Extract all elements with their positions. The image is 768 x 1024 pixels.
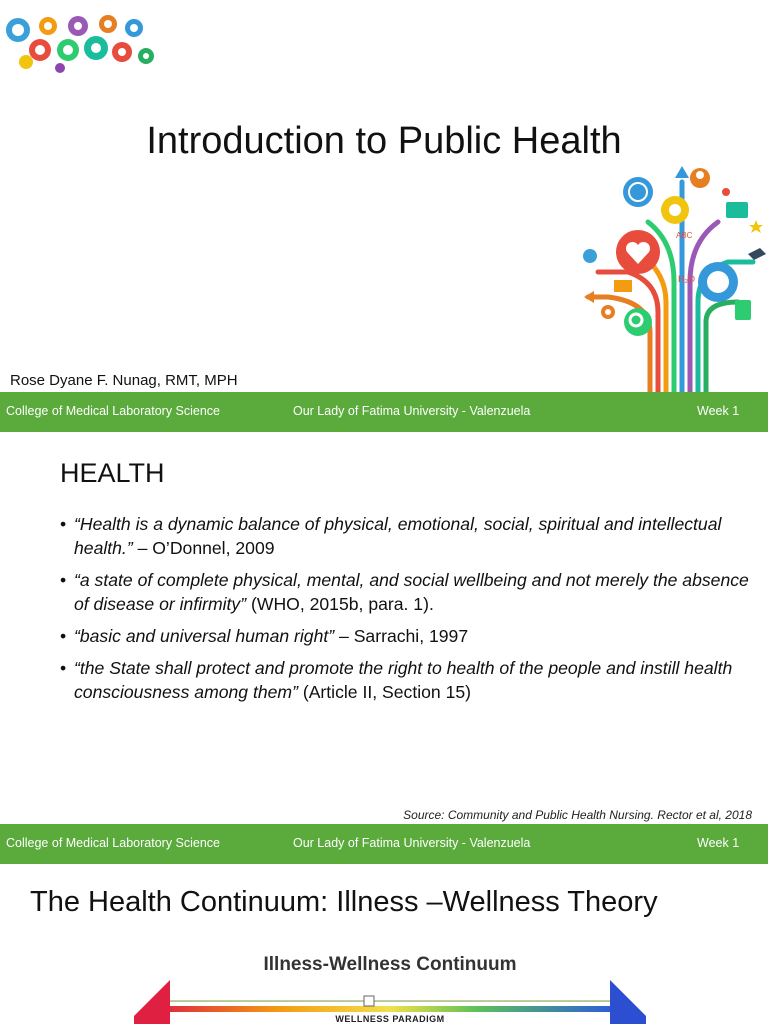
footer-week: Week 1 (697, 836, 740, 850)
footer-university: Our Lady of Fatima University - Valenzuela (293, 404, 531, 418)
slide-heading: HEALTH (60, 458, 165, 488)
slide-heading: The Health Continuum: Illness –Wellness Theory (30, 886, 658, 918)
bullet-citation: – O’Donnel, 2009 (132, 538, 275, 558)
bullet-item (60, 512, 750, 560)
atom-icon (583, 249, 597, 263)
bullet-quote: “Health is a dynamic balance of physical, emotional, social, spiritual and intellectual health.” (74, 514, 722, 558)
slide-2 (0, 432, 768, 864)
calculator-icon (735, 300, 751, 320)
slide-footer (0, 392, 768, 432)
bullet-item (60, 656, 750, 704)
bullet-citation: – Sarrachi, 1997 (334, 626, 469, 646)
globe-icon (623, 177, 653, 207)
source-note: Source: Community and Public Health Nursing. Rector et al, 2018 (403, 808, 752, 822)
bullet-quote: “basic and universal human right” (74, 626, 335, 646)
education-tree-illustration (578, 162, 768, 394)
tree-label-abc: ABC (676, 231, 693, 240)
bullet-list (60, 512, 750, 712)
pencil-icon (57, 39, 79, 61)
continuum-band (170, 1006, 610, 1012)
neutral-point (364, 996, 374, 1006)
brain-icon (698, 262, 738, 302)
footer-college: College of Medical Laboratory Science (6, 836, 221, 850)
tree-label-h2o: H₂O (678, 274, 695, 284)
magnifier-icon (624, 308, 652, 336)
bullet-citation: (WHO, 2015b, para. 1). (246, 594, 434, 614)
microscope-icon (99, 15, 117, 33)
chart-icon (138, 48, 154, 64)
bullet-item (60, 568, 750, 616)
graduation-cap-icon (748, 248, 766, 260)
footer-university: Our Lady of Fatima University - Valenzuela (293, 836, 531, 850)
bullet-quote: “a state of complete physical, mental, and social wellbeing and not merely the absence of disease or infirmity” (74, 570, 749, 614)
clock-icon (125, 19, 143, 37)
figure-subtitle: WELLNESS PARADIGM (335, 1014, 445, 1024)
slide-1 (0, 0, 768, 432)
music-icon (722, 188, 730, 196)
gears-decoration (0, 10, 160, 74)
star-icon (749, 220, 763, 233)
slide-3 (0, 864, 768, 1024)
gear-icon (601, 305, 615, 319)
continuum-figure (130, 950, 650, 1024)
bullet-item (60, 624, 750, 648)
gear-icon (84, 36, 108, 60)
person-icon (690, 168, 710, 188)
presenter-name: Rose Dyane F. Nunag, RMT, MPH (10, 372, 238, 389)
slide-title: Introduction to Public Health (146, 120, 622, 162)
calculator-icon (6, 18, 30, 42)
brush-icon (29, 39, 51, 61)
bullet-citation: (Article II, Section 15) (297, 682, 472, 702)
monitor-icon (726, 202, 748, 218)
footer-college: College of Medical Laboratory Science (6, 404, 221, 418)
target-icon (39, 17, 57, 35)
footer-week: Week 1 (697, 404, 740, 418)
slide-footer (0, 824, 768, 864)
continuum-arrow (130, 950, 650, 1024)
book-icon (112, 42, 132, 62)
lightbulb-icon (661, 196, 689, 224)
heart-icon (616, 230, 660, 274)
lightbulb-icon (68, 16, 88, 36)
book-icon (614, 280, 632, 292)
bullet-quote: “the State shall protect and promote the right to health of the people and instill health consciousness among them” (74, 658, 733, 702)
figure-title: Illness-Wellness Continuum (263, 954, 517, 975)
